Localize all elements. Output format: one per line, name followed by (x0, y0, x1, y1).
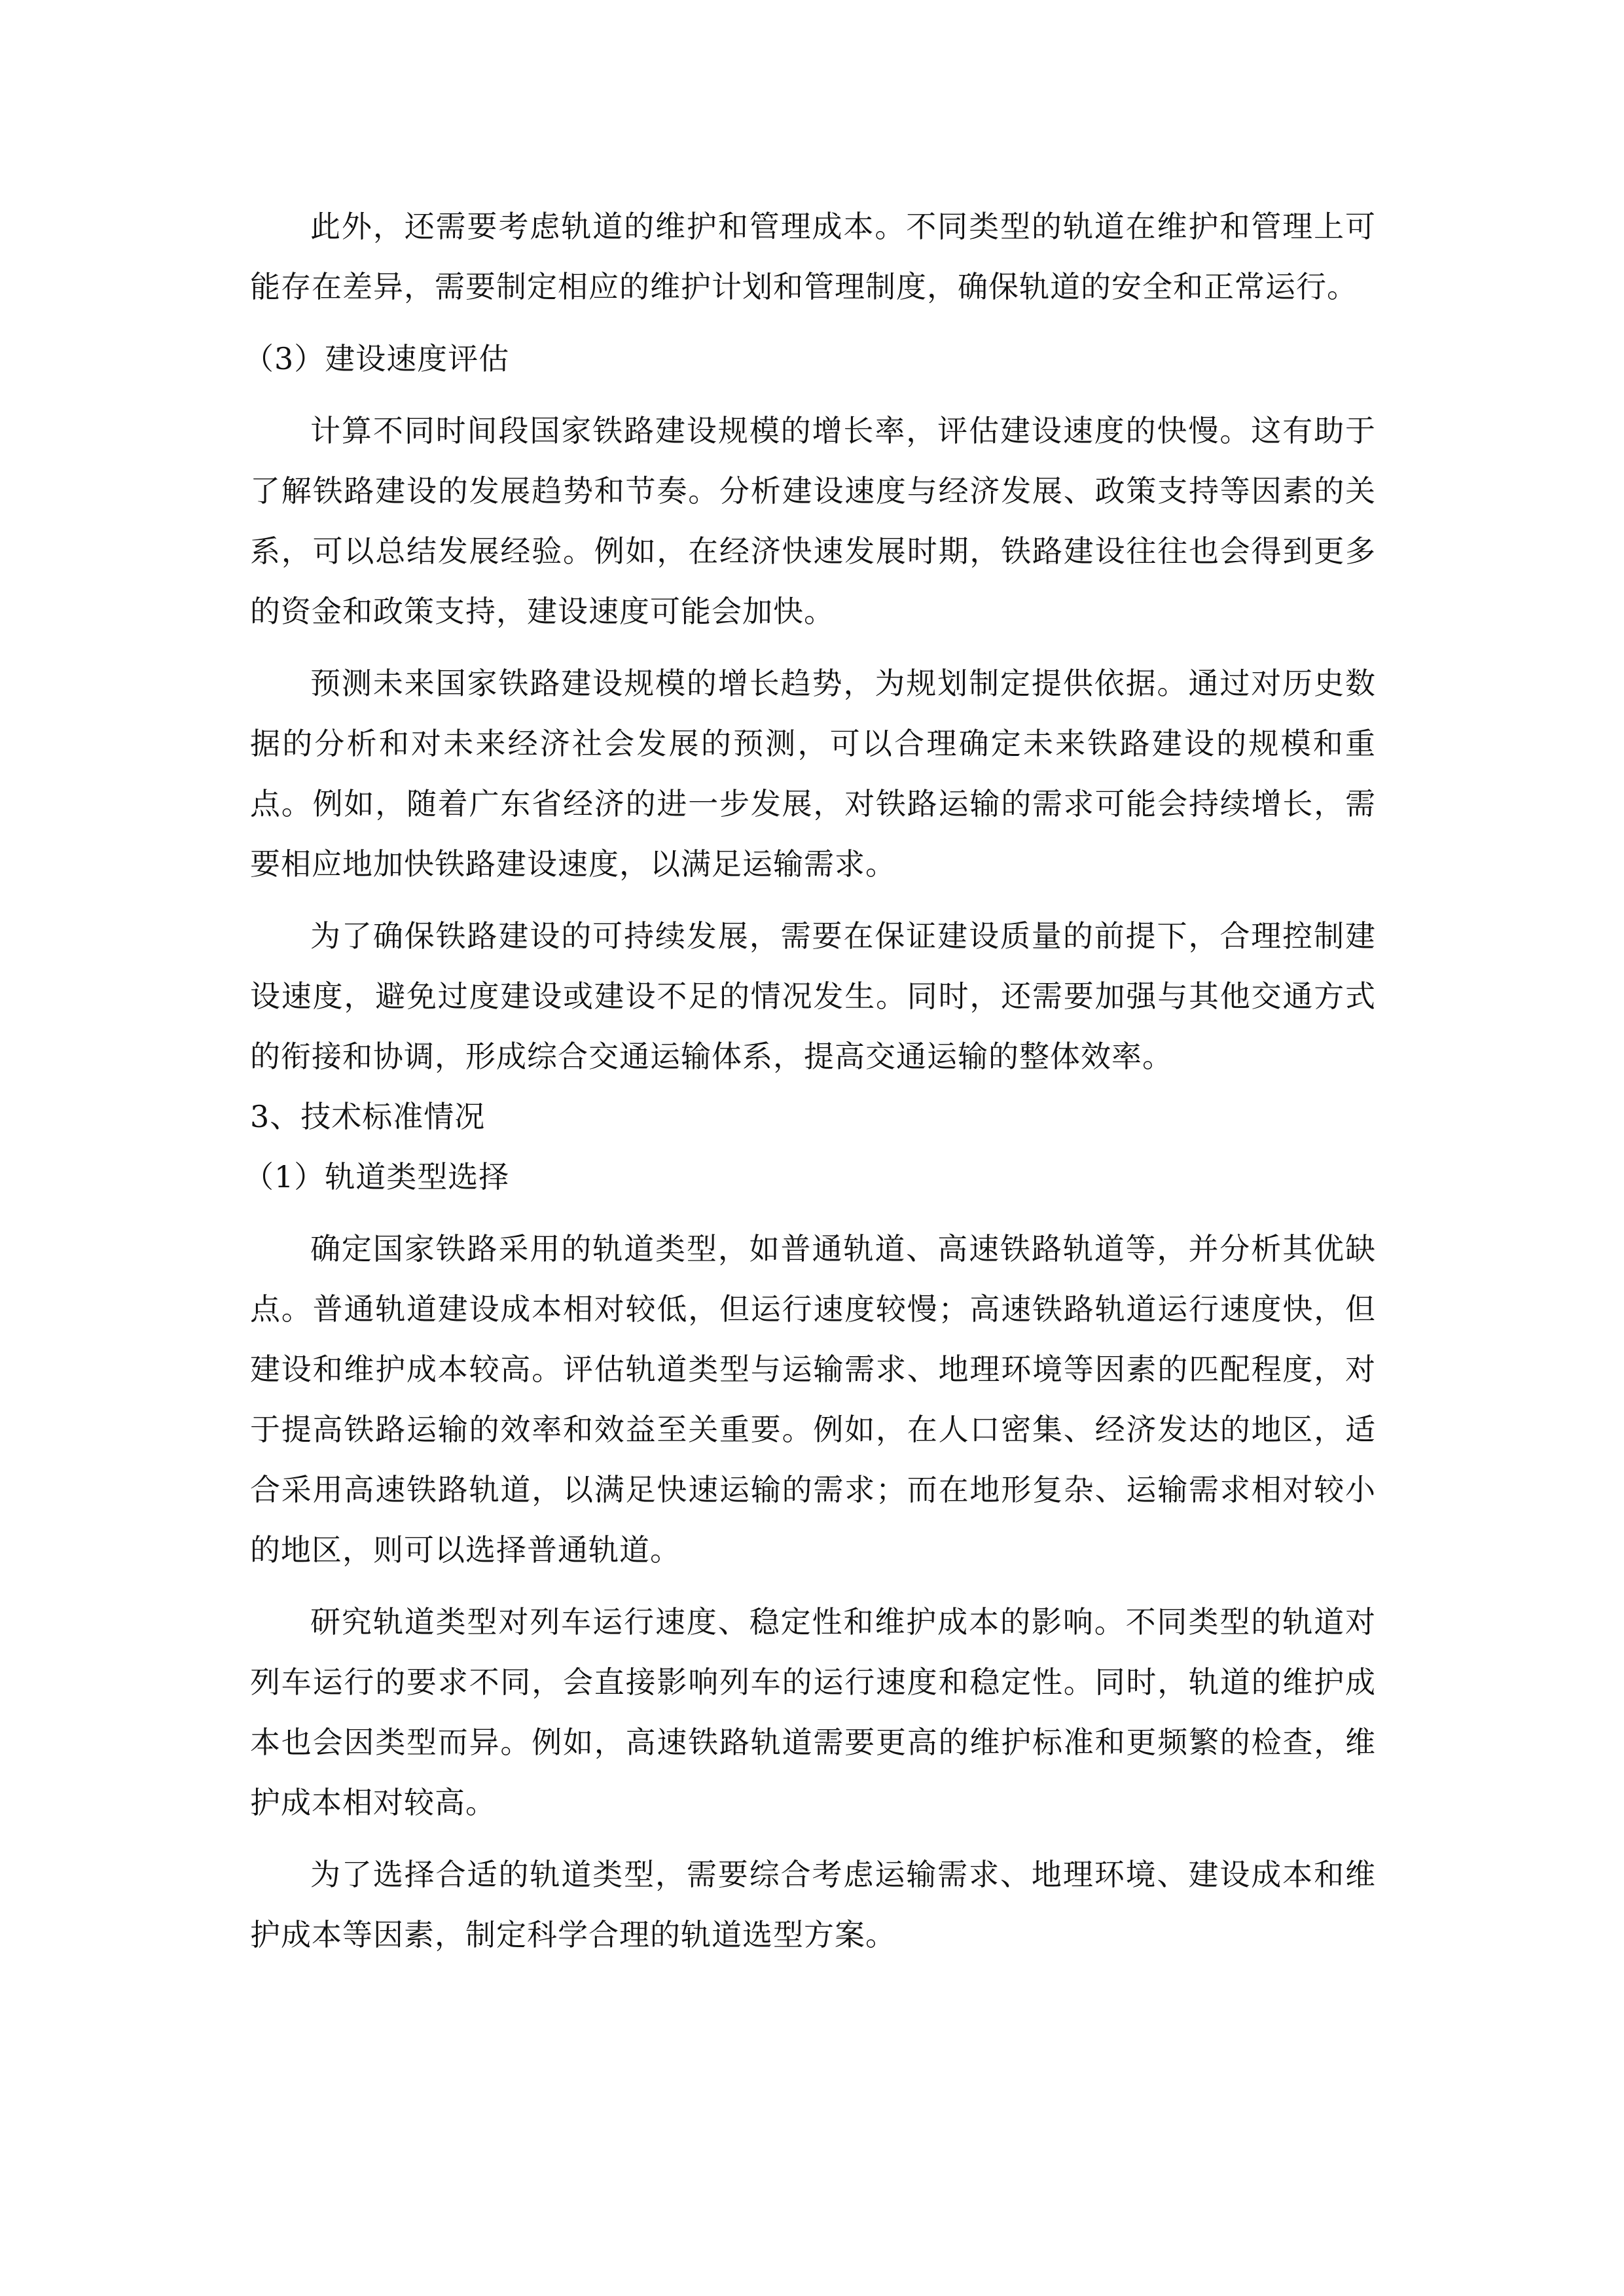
paragraph-track-type-selection: 确定国家铁路采用的轨道类型，如普通轨道、高速铁路轨道等，并分析其优缺点。普通轨道建设成本相对较低，但运行速度较慢；高速铁路轨道运行速度快，但建设和维护成本较高。评估轨道类型与运输需求、地理环境等因素的匹配程度，对于提高铁路运输的效率和效益至关重要。例如，在人口密集、经济发达的地区，适合采用高速铁路轨道，以满足快速运输的需求；而在地形复杂、运输需求相对较小的地区，则可以选择普通轨道。 (250, 1231, 1376, 1568)
paragraph-gap (250, 641, 1376, 653)
heading-tech-standards: 3、技术标准情况 (250, 1099, 486, 1134)
paragraph-track-selection-plan: 为了选择合适的轨道类型，需要综合考虑运输需求、地理环境、建设成本和维护成本等因素，制定科学合理的轨道选型方案。 (250, 1857, 1376, 1952)
heading-construction-speed: （3）建设速度评估 (244, 341, 510, 376)
paragraph-maintenance-cost: 此外，还需要考虑轨道的维护和管理成本。不同类型的轨道在维护和管理上可能存在差异，需要制定相应的维护计划和管理制度，确保轨道的安全和正常运行。 (250, 209, 1376, 304)
document-page (244, 196, 1376, 1965)
paragraph-gap (250, 1580, 1376, 1592)
paragraph-gap (250, 317, 1376, 329)
paragraph-track-impact: 研究轨道类型对列车运行速度、稳定性和维护成本的影响。不同类型的轨道对列车运行的要求不同，会直接影响列车的运行速度和稳定性。同时，轨道的维护成本也会因类型而异。例如，高速铁路轨道需要更高的维护标准和更频繁的检查，维护成本相对较高。 (250, 1604, 1376, 1820)
paragraph-growth-rate: 计算不同时间段国家铁路建设规模的增长率，评估建设速度的快慢。这有助于了解铁路建设的发展趋势和节奏。分析建设速度与经济发展、政策支持等因素的关系，可以总结发展经验。例如，在经济快速发展时期，铁路建设往往也会得到更多的资金和政策支持，建设速度可能会加快。 (250, 413, 1376, 629)
paragraph-gap (250, 389, 1376, 401)
heading-track-type: （1）轨道类型选择 (244, 1159, 510, 1194)
paragraph-gap (250, 1833, 1376, 1844)
paragraph-gap (250, 1207, 1376, 1219)
paragraph-sustainable-development: 为了确保铁路建设的可持续发展，需要在保证建设质量的前提下，合理控制建设速度，避免过度建设或建设不足的情况发生。同时，还需要加强与其他交通方式的衔接和协调，形成综合交通运输体系，提高交通运输的整体效率。 (250, 918, 1376, 1074)
paragraph-future-forecast: 预测未来国家铁路建设规模的增长趋势，为规划制定提供依据。通过对历史数据的分析和对未来经济社会发展的预测，可以合理确定未来铁路建设的规模和重点。例如，随着广东省经济的进一步发展，对铁路运输的需求可能会持续增长，需要相应地加快铁路建设速度，以满足运输需求。 (250, 666, 1376, 882)
paragraph-gap (250, 894, 1376, 906)
